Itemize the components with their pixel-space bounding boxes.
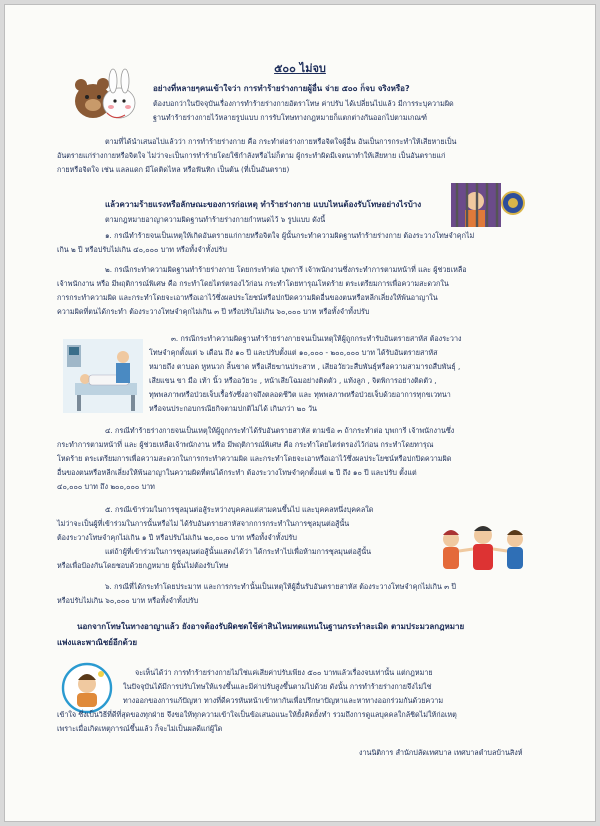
- item5-line-4: แต่ถ้าผู้ที่เข้าร่วมในการชุลมุนต่อสู้นั้นแสดงได้ว่า ได้กระทำไปเพื่อห้ามการชุลมุนต่อสู้นั้น: [105, 547, 372, 556]
- item6-line-1: ๖. กรณีที่ได้กระทำโดยประมาท และการกระทำนั้นเป็นเหตุให้ผู้อื่นรับอันตรายสาหัส ต้องระวางโทษจำคุกไม่เกิน ๓ ปี: [105, 582, 456, 591]
- item3-line-1: ๓. กรณีกระทำความผิดฐานทำร้ายร่างกายจนเป็นเหตุให้ผู้ถูกกระทำรับอันตรายสาหัส ต้องระวาง: [171, 334, 462, 343]
- item4-line-5: ๔๐,๐๐๐ บาท ถึง ๒๐๐,๐๐๐ บาท: [57, 482, 155, 491]
- item1-line-1: ๑. กรณีทำร้ายจนเป็นเหตุให้เกิดอันตรายแก่กายหรือจิตใจ ผู้นั้นกระทำความผิดฐานทำร้ายร่างกาย ต้องระวางโทษจำคุกไม่: [105, 231, 475, 240]
- item3-line-3: หมายถึง ตาบอด หูหนวก ลิ้นขาด หรือเสียฆานประสาท , เสียอวัยวะสืบพันธุ์หรือความสามารถสืบพันธุ์ ,: [149, 362, 461, 371]
- item3-line-4: เสียแขน ขา มือ เท้า นิ้ว หรืออวัยวะ , หน้าเสียโฉมอย่างติดตัว , แท้งลูก , จิตพิการอย่างติดตัว ,: [149, 376, 437, 385]
- footer-signature: งานนิติการ สำนักปลัดเทศบาล เทศบาลตำบลบ้านสิงห์: [359, 748, 523, 757]
- item2-line-1: ๒. กรณีกระทำความผิดฐานทำร้ายร่างกาย โดยกระทำต่อ บุพการี เจ้าพนักงานซึ่งกระทำการตามหน้าที่ และ ผู้ช่วยเหลือ: [105, 265, 467, 274]
- intro-line-2: ฐานทำร้ายร่างกายไว้หลายรูปแบบ การรับโทษทางกฎหมายก็แตกต่างกันออกไปตามเกณฑ์: [153, 113, 428, 122]
- item5-line-3: ต้องระวางโทษจำคุกไม่เกิน ๑ ปี หรือปรับไม่เกิน ๒๐,๐๐๐ บาท หรือทั้งจำทั้งปรับ: [57, 533, 297, 542]
- intro-line-1: ต้องบอกว่าในปัจจุบันเรื่องการทำร้ายร่างกายอัตราโทษ ค่าปรับ ได้เปลี่ยนไปแล้ว มีการระบุความผิด: [153, 99, 454, 108]
- item5-line-5: หรือเพื่อป้องกันโดยชอบด้วยกฎหมาย ผู้นั้นไม่ต้องรับโทษ: [57, 561, 229, 570]
- intro-heading: อย่างที่หลายๆคนเข้าใจว่า การทำร้ายร่างกายผู้อื่น จ่าย ๕๐๐ ก็จบ จริงหรือ?: [153, 84, 410, 93]
- section2-heading-line-1: นอกจากโทษในทางอาญาแล้ว ยังอาจต้องรับผิดชดใช้ค่าสินไหมทดแทนในฐานกระทำละเมิด ตามประมวลกฎหมาย: [77, 622, 465, 631]
- section1-sub: ตามกฎหมายอาญาความผิดฐานทำร้ายร่างกายกำหนดไว้ ๖ รูปแบบ ดังนี้: [105, 215, 326, 224]
- item2-line-2: เจ้าพนักงาน หรือ มีพฤติการณ์พิเศษ คือ กระทำโดยไตร่ตรองไว้ก่อน กระทำโดยทารุณโหดร้าย ตระเตรียมการเพื่อความสะดวกใน: [57, 279, 449, 288]
- conclusion-line-3: ทางออกของการแก้ปัญหา ทางที่ดีควรหันหน้าเข้าหากันเพื่อปรึกษาปัญหาและหาทางออกร่วมกันด้วยความ: [123, 696, 444, 705]
- para1-line-3: กายหรือจิตใจ เช่น แลลแดก มีโดติดไหล หรือฟันทิก เป็นต้น (ที่เป็นอันตราย): [57, 165, 290, 174]
- item6-line-2: หรือปรับไม่เกิน ๖๐,๐๐๐ บาท หรือทั้งจำทั้งปรับ: [57, 596, 199, 605]
- item4-line-3: โหดร้าย ตระเตรียมการเพื่อความสะดวกในการกระทำความผิด และกระทำโดยจะเอาหรือเอาไว้ซึ่งผลประโยชน์หรือปกปิดความผิด: [57, 454, 452, 463]
- item1-line-2: เกิน ๒ ปี หรือปรับไม่เกิน ๔๐,๐๐๐ บาท หรือทั้งจำทั้งปรับ: [57, 245, 227, 254]
- item3-line-2: โทษจำคุกตั้งแต่ ๖ เดือน ถึง ๑๐ ปี และปรับตั้งแต่ ๑๐,๐๐๐ - ๒๐๐,๐๐๐ บาท ได้รับอันตรายสาหัส: [149, 348, 438, 357]
- document-page: [4, 4, 596, 822]
- jail-illustration: [451, 183, 527, 227]
- item4-line-4: อื่นของตนหรือหลีกเลี่ยงให้พ้นอาญาในความผิดที่ตนได้กระทำ ต้องระวางโทษจำคุกตั้งแต่ ๒ ปี ถึง ๑๐ ปี และปรับ ตั้งแต่: [57, 468, 417, 477]
- conclusion-line-4: เข้าใจ ซึ่งเป็นวิธีที่ดีที่สุดของทุกฝ่าย จึงขอให้ทุกความเข้าใจเป็นข้อเสนอแนะให้ยั้งคิดยั้งทำ รวมถึงการดูแลบุคคลใกล้ชิดไม่ให้ก่อเหตุ: [57, 710, 457, 719]
- section1-heading: แล้วความร้ายแรงหรือลักษณะของการก่อเหตุ ทำร้ายร่างกาย แบบไหนต้องรับโทษอย่างไรบ้าง: [105, 200, 422, 209]
- section2-heading-line-2: แพ่งและพาณิชย์อีกด้วย: [57, 638, 138, 647]
- conclusion-line-2: ในปัจจุบันได้มีการปรับโทษให้แรงขึ้นและมีค่าปรับสูงขึ้นตามไปด้วย ดังนั้น การทำร้ายร่างกายจึงไม่ใช่: [123, 682, 432, 691]
- item3-line-6: หรือจนประกอบกรณียกิจตามปกติไม่ได้ เกินกว่า ๒๐ วัน: [149, 404, 317, 413]
- item4-line-2: กระทำการตามหน้าที่ และ ผู้ช่วยเหลือเจ้าพนักงาน หรือ มีพฤติการณ์พิเศษ คือ กระทำโดยไตร่ตรองไว้ก่อน กระทำโดยทารุณ: [57, 440, 434, 449]
- para1-line-1: ตามที่ได้นำเสนอไปแล้วว่า การทำร้ายร่างกาย คือ กระทำต่อร่างกายหรือจิตใจผู้อื่น อันเป็นการกระทำให้เสียหายเป็น: [105, 137, 457, 146]
- para1-line-2: อันตรายแก่ร่างกายหรือจิตใจ ไม่ว่าจะเป็นการทำร้ายโดยใช้กำลังหรือไม่ก็ตาม ผู้กระทำผิดมีเจตนาทำให้เสียหาย เป็นอันตรายแก่: [57, 151, 446, 160]
- item3-line-5: ทุพพลภาพหรือป่วยเจ็บเรื้อรังซึ่งอาจถึงตลอดชีวิต และ ทุพพลภาพหรือป่วยเจ็บด้วยอาการทุกขเวทนา: [149, 390, 451, 399]
- thinking-person-icon: [61, 662, 113, 714]
- hospital-illustration: [63, 339, 143, 413]
- conclusion-line-5: เพราะเมื่อเกิดเหตุการณ์ขึ้นแล้ว ก็จะไม่เป็นผลดีแก่ผู้ใด: [57, 724, 223, 733]
- item2-line-4: ความผิดที่ตนได้กระทำ ต้องระวางโทษจำคุกไม่เกิน ๓ ปี หรือปรับไม่เกิน ๖๐,๐๐๐ บาท หรือทั้งจำทั้งปรับ: [57, 307, 370, 316]
- item4-line-1: ๔. กรณีทำร้ายร่างกายจนเป็นเหตุให้ผู้ถูกกระทำได้รับอันตรายสาหัส ตามข้อ ๓ ถ้ากระทำต่อ บุพการี เจ้าพนักงานซึ่ง: [105, 426, 455, 435]
- fighting-people-illustration: [435, 521, 531, 577]
- item2-line-3: การกระทำความผิด และกระทำโดยจะเอาหรือเอาไว้ซึ่งผลประโยชน์หรือปกปิดความผิดอื่นของตนหรือหลีกเลี่ยงให้พ้นอาญาใน: [57, 293, 438, 302]
- item5-line-1: ๕. กรณีเข้าร่วมในการชุลมุนต่อสู้ระหว่างบุคคลแต่สามคนขึ้นไป และบุคคลหนึ่งบุคคลใด: [105, 505, 374, 514]
- conclusion-line-1: จะเห็นได้ว่า การทำร้ายร่างกายไม่ใช่แค่เสียค่าปรับเพียง ๕๐๐ บาทแล้วเรื่องจบเท่านั้น แต่กฎหมาย: [135, 668, 433, 677]
- item5-line-2: ไม่ว่าจะเป็นผู้ที่เข้าร่วมในการนั้นหรือไม่ ได้รับอันตรายสาหัสจากการกระทำในการชุลมุนต่อสู้นั้น: [57, 519, 350, 528]
- document-title: ๕๐๐ ไม่จบ: [274, 62, 326, 75]
